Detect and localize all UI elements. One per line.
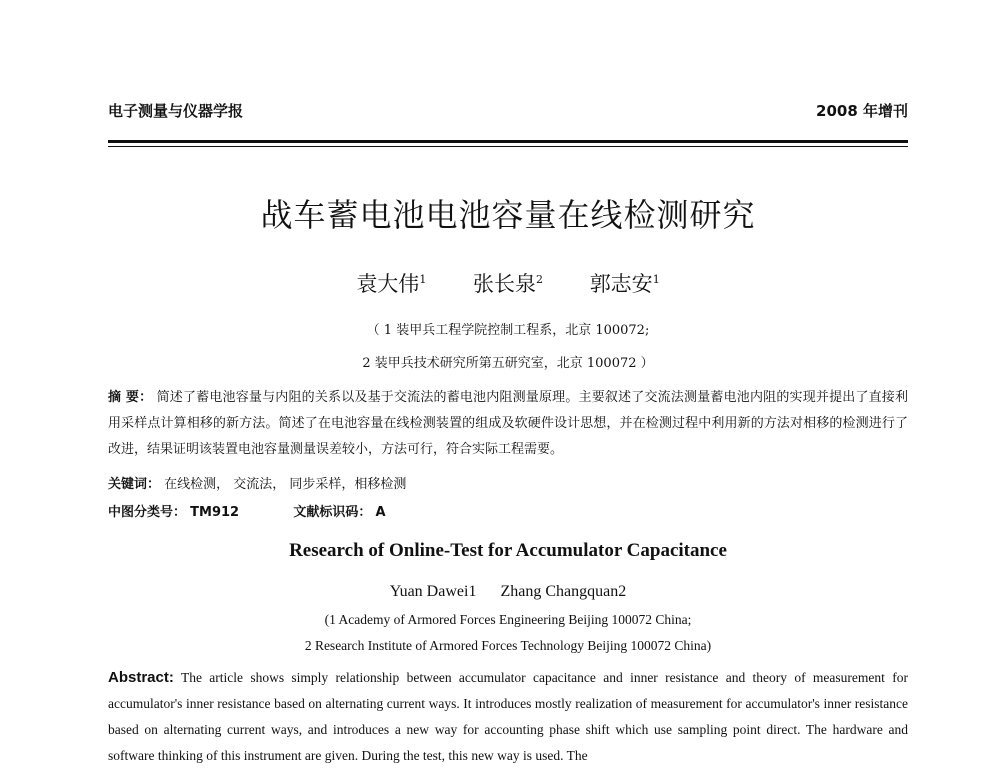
affiliation-en-1: (1 Academy of Armored Forces Engineering Beijing 100072 China; — [324, 612, 692, 627]
author-cn-3: 郭志安$^1$ — [589, 272, 660, 296]
running-header — [108, 100, 908, 130]
header-rule-thin — [108, 146, 908, 147]
abstract-chinese — [108, 385, 908, 463]
author-cn-2: 张长泉$^2$ — [473, 272, 543, 296]
header-rule-thick — [108, 140, 908, 143]
title-chinese: 战车蓄电池电池容量在线检测研究 — [260, 196, 756, 234]
keywords-chinese — [108, 473, 908, 492]
abstract-cn-label: 摘 要： — [108, 390, 153, 405]
authors-chinese — [108, 268, 908, 298]
abstract-en-text: The article shows simply relationship between accumulator capacitance and inner resistance and theory of measurement for accumulator's inner resistance based on alternating current ways. It introduces mostly realization of measurement for accumulator's inner resistance based on alternating current ways, and introduces a new way for accounting phase shift which use sampling point direct. The hardware and software thinking of this instrument are given. During the test, this new way is used. The — [108, 670, 908, 763]
keywords-cn-text: 在线检测， 交流法， 同步采样，相移检测 — [164, 477, 407, 492]
title-english: Research of Online-Test for Accumulator Capacitance — [289, 540, 727, 561]
journal-name: 电子测量与仪器学报 — [108, 102, 244, 120]
author-en-1: Yuan Dawei1 — [389, 583, 477, 600]
classification-line — [108, 501, 908, 520]
issue-label: 2008 年增刊 — [816, 102, 908, 120]
doc-code-label: 文献标识码： — [293, 505, 372, 520]
clc-code: TM912 — [190, 505, 240, 520]
author-cn-1: 袁大伟$^1$ — [356, 272, 427, 296]
keywords-cn-label: 关键词： — [108, 477, 161, 492]
affiliation-cn-2: 2 装甲兵技术研究所第五研究室，北京 100072 ） — [362, 356, 654, 371]
author-en-2: Zhang Changquan2 — [500, 583, 627, 600]
doc-code: A — [375, 505, 386, 520]
abstract-cn-text: 简述了蓄电池容量与内阻的关系以及基于交流法的蓄电池内阻测量原理。主要叙述了交流法测量蓄电池内阻的实现并提出了直接利用采样点计算相移的新方法。简述了在电池容量在线检测装置的组成及软硬件设计思想，并在检测过程中利用新的方法对相移的检测进行了改进，结果证明该装置电池容量测量误差较小，方法可行，符合实际工程需要。 — [108, 390, 908, 457]
affiliation-en-2: 2 Research Institute of Armored Forces Technology Beijing 100072 China) — [304, 638, 712, 653]
abstract-en-label: Abstract: — [108, 669, 174, 686]
authors-english — [108, 583, 908, 601]
abstract-english — [108, 665, 908, 769]
clc-label: 中图分类号： — [108, 505, 187, 520]
affiliation-cn-1: （ 1 装甲兵工程学院控制工程系，北京 100072; — [366, 323, 650, 338]
